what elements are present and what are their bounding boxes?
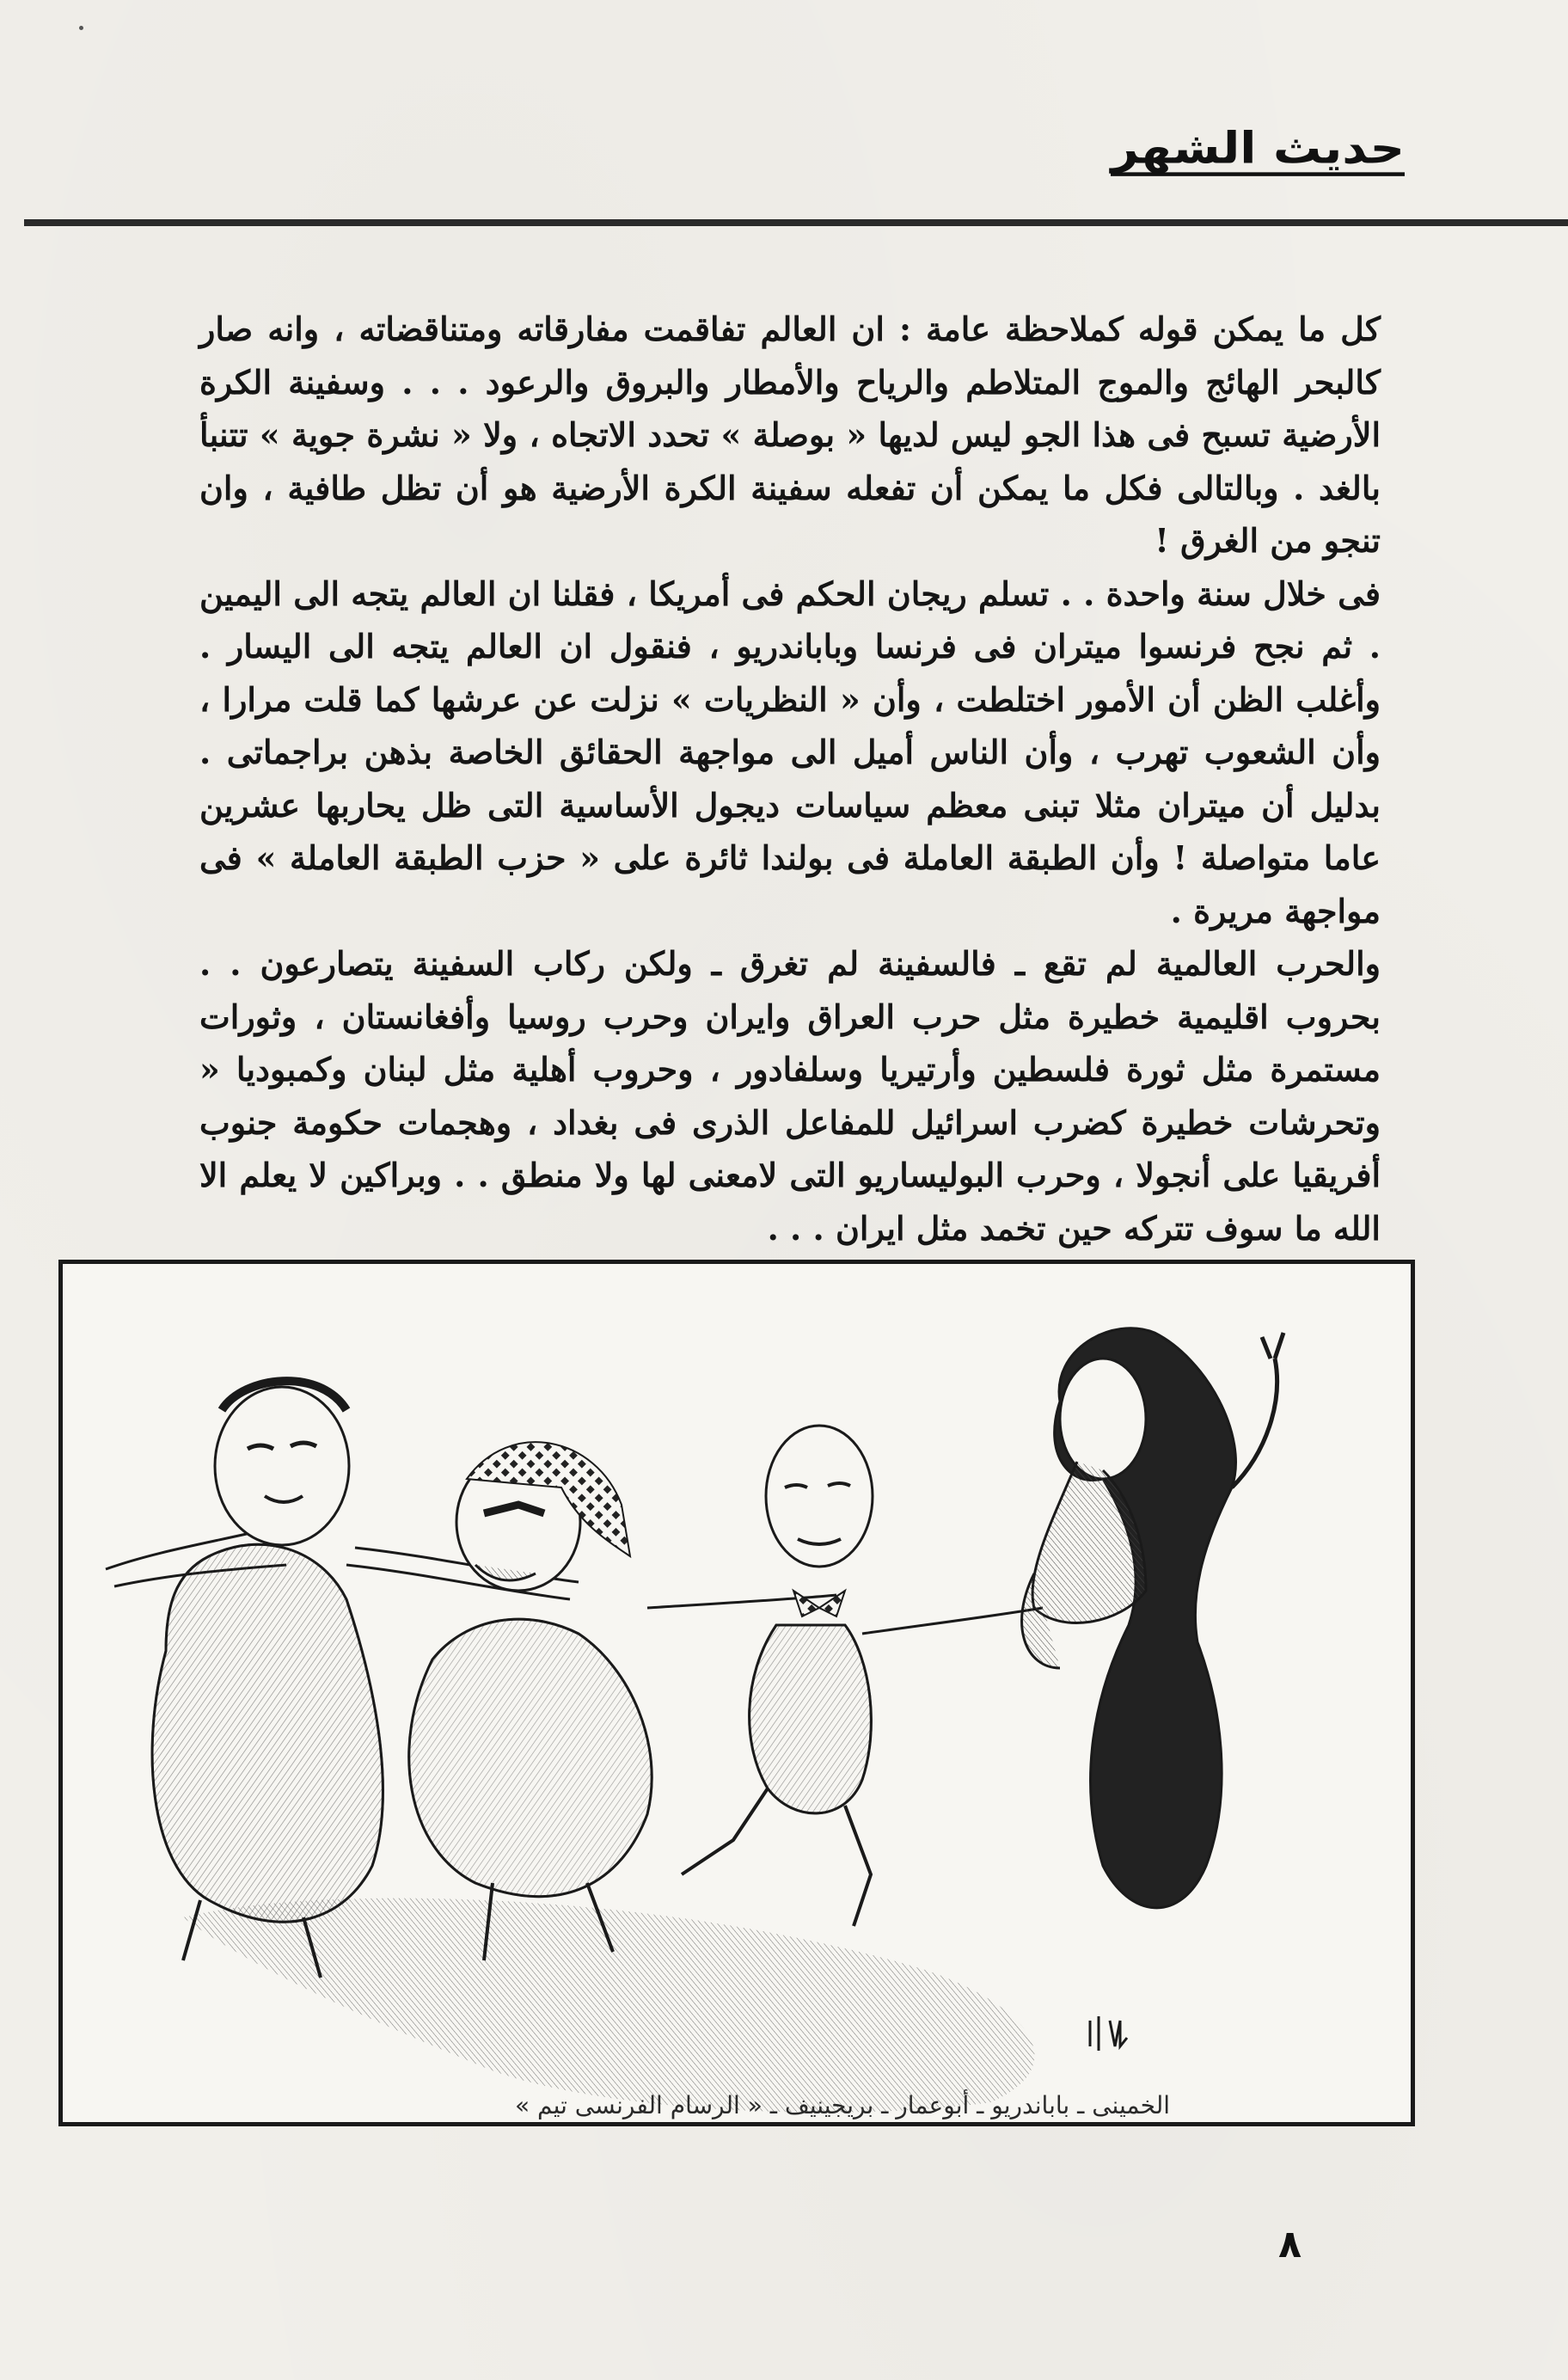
article-paragraph-2: فى خلال سنة واحدة . . تسلم ريجان الحكم فى أمريكا ، فقلنا ان العالم يتجه الى اليمين . ثم نجح فرنسوا ميتران فى فرنسا وباباندريو ، فنقول ان العالم يتجه الى اليسار . وأغلب الظن أن الأمور اختلطت ، وأن « النظريات » نزلت عن عرشها كما قلت مرارا ، وأن الشعوب تهرب ، وأن الناس أميل الى مواجهة الحقائق الخاصة بذهن براجماتى . بدليل أن ميتران مثلا تبنى معظم سياسات ديجول الأساسية التى ظل يحاربها عشرين عاما متواصلة ! وأن الطبقة العاملة فى بولندا ثائرة على « حزب الطبقة العاملة » فى مواجهة مريرة . [199,574,1381,930]
section-title: حديث الشهر [1111,127,1405,176]
political-cartoon-illustration [63,1264,1411,2122]
figure-khomeini [1022,1328,1283,1908]
article-body [199,303,1381,1254]
figure-papandreou [682,1426,1043,1926]
artist-signature [1090,2016,1127,2051]
cartoon-caption: الخمينى ـ باباندريو ـ أبوعمار ـ بريجينيف ـ « الرسام الفرنسى تيم » [514,2091,1170,2119]
article-paragraph-3: والحرب العالمية لم تقع ـ فالسفينة لم تغرق ـ ولكن ركاب السفينة يتصارعون . . بحروب اقليمية خطيرة مثل حرب العراق وايران وحرب روسيا وأفغانستان ، وثورات مستمرة مثل ثورة فلسطين وأرتيريا وسلفادور ، وحروب أهلية مثل لبنان وكمبوديا « وتحرشات خطيرة كضرب اسرائيل للمفاعل الذرى فى بغداد ، وهجمات حكومة جنوب أفريقيا على أنجولا ، وحرب البوليساريو التى لامعنى لها ولا منطق . . وبراكين لا يعلم الا الله ما سوف تتركه حين تخمد مثل ايران . . . [199,944,1381,1248]
section-header [1111,125,1405,178]
header-rule [24,219,1568,226]
cartoon-frame [58,1260,1415,2126]
print-speck [79,26,83,30]
article-paragraph-1: كل ما يمكن قوله كملاحظة عامة : ان العالم تفاقمت مفارقاته ومتناقضاته ، وانه صار كالبحر الهائج والموج المتلاطم والرياح والأمطار والبروق والرعود . . . وسفينة الكرة الأرضية تسبح فى هذا الجو ليس لديها « بوصلة » تحدد الاتجاه ، ولا « نشرة جوية » تتنبأ بالغد . وبالتالى فكل ما يمكن أن تفعله سفينة الكرة الأرضية هو أن تظل طافية ، وان تنجو من الغرق ! [199,310,1381,560]
page-number: ٨ [1278,2223,1302,2267]
